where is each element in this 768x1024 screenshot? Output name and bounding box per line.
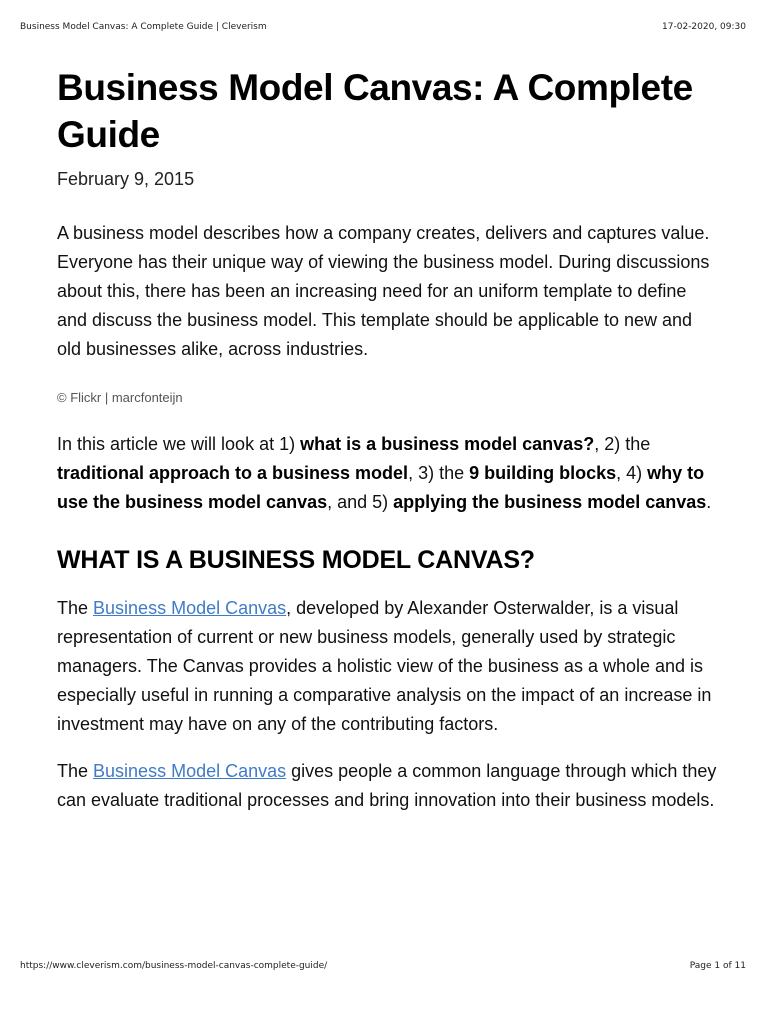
toc-item-1: what is a business model canvas? <box>300 434 595 454</box>
para2-post: gives people a common language through which they can evaluate traditional processes and bring innovation into their business models. <box>57 761 717 810</box>
toc-text-3: , 3) the <box>408 463 470 483</box>
print-header-datetime: 17-02-2020, 09:30 <box>662 22 746 32</box>
print-header <box>20 22 746 32</box>
body-paragraph-2 <box>57 757 717 815</box>
article-title: Business Model Canvas: A Complete Guide <box>57 67 693 155</box>
toc-item-3: 9 building blocks <box>469 463 617 483</box>
article <box>57 64 717 815</box>
business-model-canvas-link[interactable]: Business Model Canvas <box>93 761 287 781</box>
article-date: February 9, 2015 <box>57 169 195 189</box>
toc-item-4: why to use the business model canvas <box>57 463 705 512</box>
print-footer-url: https://www.cleverism.com/business-model-canvas-complete-guide/ <box>20 961 328 971</box>
body-paragraph-1 <box>57 594 717 739</box>
print-header-title: Business Model Canvas: A Complete Guide | Cleverism <box>20 22 267 32</box>
toc-text-4: , 4) <box>616 463 648 483</box>
para2-pre: The <box>57 761 94 781</box>
toc-text-1: In this article we will look at 1) <box>57 434 301 454</box>
toc-text-6: . <box>706 492 712 512</box>
print-footer-page: Page 1 of 11 <box>689 961 746 971</box>
para1-post: , developed by Alexander Osterwalder, is a visual representation of current or new business models, generally used by strategic managers. The Canvas provides a holistic view of the business as a whole and is especially useful in running a comparative analysis on the impact of an increase in investment may have on any of the contributing factors. <box>57 598 712 734</box>
toc-text-5: , and 5) <box>327 492 394 512</box>
section-heading: WHAT IS A BUSINESS MODEL CANVAS? <box>57 546 535 574</box>
image-caption: © Flickr | marcfonteijn <box>57 390 183 405</box>
toc-paragraph <box>57 430 717 517</box>
para1-pre: The <box>57 598 94 618</box>
toc-item-2: traditional approach to a business model <box>57 463 409 483</box>
toc-text-2: , 2) the <box>594 434 651 454</box>
toc-item-5: applying the business model canvas <box>393 492 707 512</box>
intro-paragraph: A business model describes how a company creates, delivers and captures value. Everyone has their unique way of viewing the business model. During discussions about this, there has been an increasing need for an uniform template to define and discuss the business model. This template should be applicable to new and old businesses alike, across industries. <box>57 223 710 359</box>
business-model-canvas-link[interactable]: Business Model Canvas <box>93 598 287 618</box>
print-footer <box>20 961 746 971</box>
